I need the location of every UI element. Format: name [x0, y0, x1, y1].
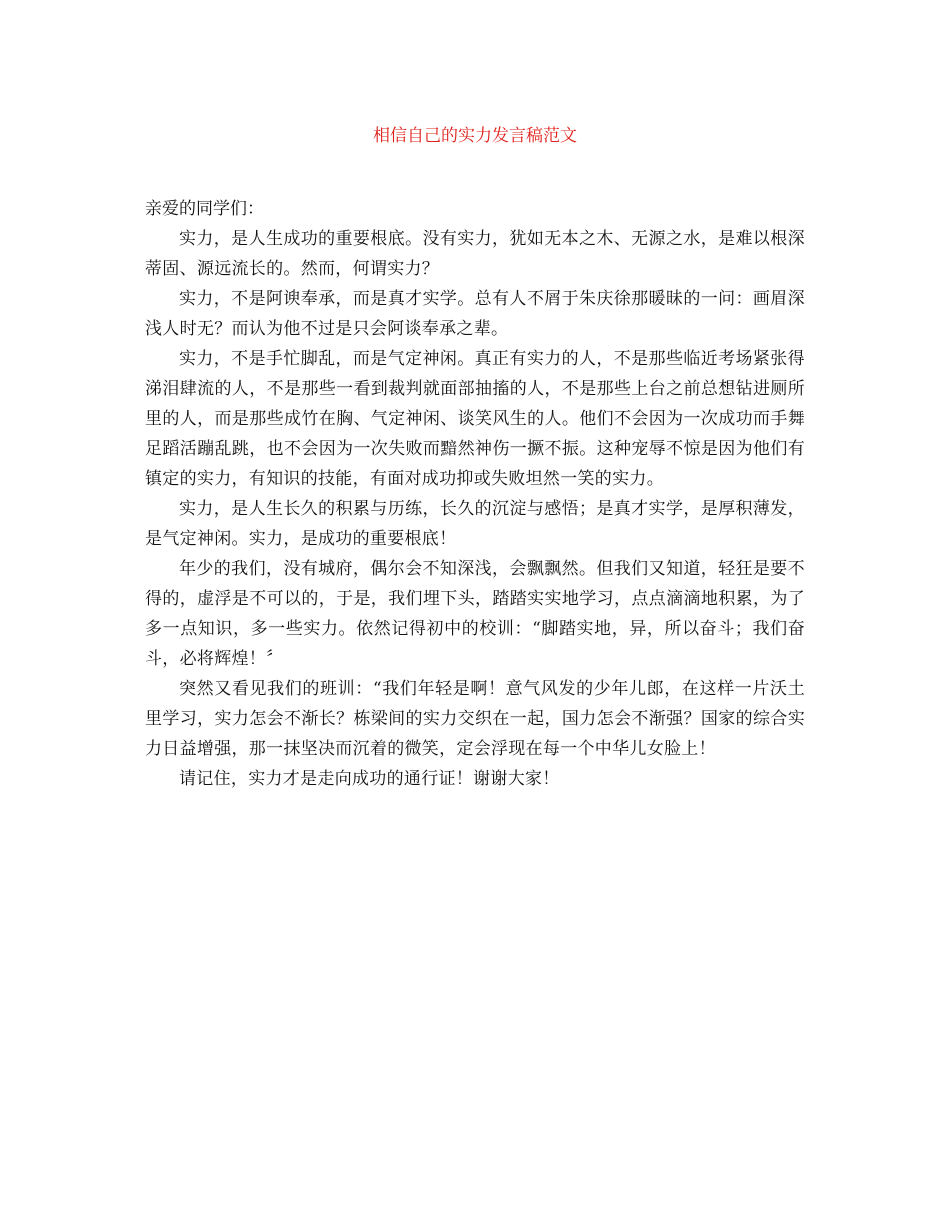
- paragraph-6: 突然又看见我们的班训：“我们年轻是啊！意气风发的少年儿郎，在这样一片沃土里学习，实力怎会不渐长？栋梁间的实力交织在一起，国力怎会不渐强？国家的综合实力日益增强，那一抹坚决而沉着的微笑，定会浮现在每一个中华儿女脸上！: [145, 679, 805, 759]
- document-title: 相信自己的实力发言稿范文: [373, 126, 577, 146]
- paragraph-5: 年少的我们，没有城府，偶尔会不知深浅，会飘飘然。但我们又知道，轻狂是要不得的，虚浮是不可以的，于是，我们埋下头，踏踏实实地学习，点点滴滴地积累，为了多一点知识，多一些实力。依然记得初中的校训：“脚踏实地，异，所以奋斗；我们奋斗，必将辉煌！〞: [145, 559, 805, 669]
- paragraph-1: 实力，是人生成功的重要根底。没有实力，犹如无本之木、无源之水，是难以根深蒂固、源远流长的。然而，何谓实力？: [145, 229, 805, 279]
- paragraph-3: 实力，不是手忙脚乱，而是气定神闲。真正有实力的人，不是那些临近考场紧张得涕泪肆流的人，不是那些一看到裁判就面部抽搐的人，不是那些上台之前总想钻进厕所里的人，而是那些成竹在胸、气定神闲、谈笑风生的人。他们不会因为一次成功而手舞足蹈活蹦乱跳，也不会因为一次失败而黯然神伤一撅不振。这种宠辱不惊是因为他们有镇定的实力，有知识的技能，有面对成功抑或失败坦然一笑的实力。: [145, 349, 805, 489]
- paragraph-7: 请记住，实力才是走向成功的通行证！谢谢大家！: [179, 769, 560, 789]
- document-body: [145, 194, 805, 794]
- salutation: 亲爱的同学们：: [145, 199, 264, 219]
- paragraph-4: 实力，是人生长久的积累与历练，长久的沉淀与感悟；是真才实学，是厚积薄发，是气定神闲。实力，是成功的重要根底！: [145, 499, 805, 549]
- paragraph-2: 实力，不是阿谀奉承，而是真才实学。总有人不屑于朱庆徐那暖昧的一问：画眉深浅人时无？而认为他不过是只会阿谈奉承之辈。: [145, 289, 805, 339]
